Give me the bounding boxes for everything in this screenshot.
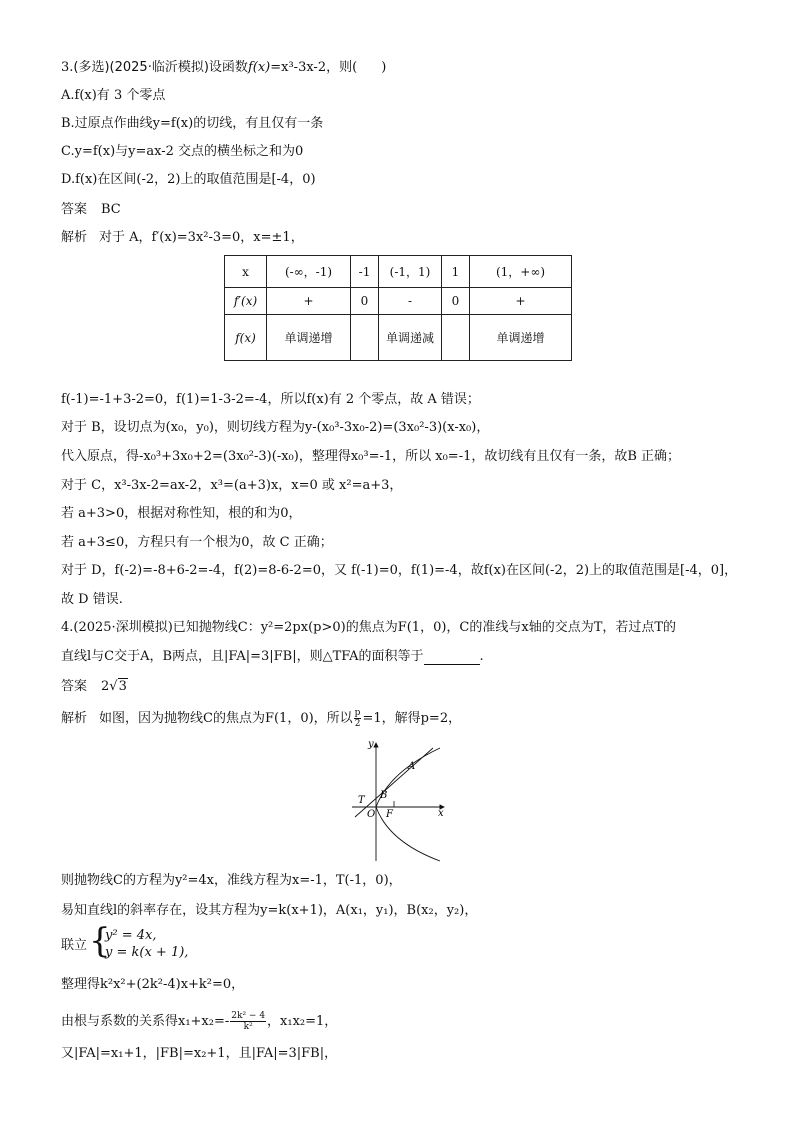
q4-analysis-intro [61, 708, 461, 729]
q4-analysis-text-end: =1，解得p=2， [362, 711, 462, 726]
figure-label-o: O [367, 809, 376, 820]
q3-answer-label: 答案 [61, 202, 88, 217]
q3-answer [61, 202, 121, 218]
q3-line-8: 故 D 错误. [61, 592, 123, 607]
table-cell: f′(x) [225, 288, 267, 315]
q3-line-4: 对于 C，x³-3x-2=ax-2，x³=(a+3)x，x=0 或 x²=a+3， [61, 478, 403, 493]
q3-stem-fx: f(x) [247, 60, 271, 75]
q4-line-6-end: ，x₁x₂=1， [267, 1014, 338, 1029]
q3-stem-end: ) [381, 60, 387, 75]
table-cell: 1 [442, 256, 470, 288]
table-cell: 单调递减 [379, 315, 442, 361]
fraction-numerator: 2k² − 4 [231, 1011, 266, 1021]
table-cell: + [267, 288, 351, 315]
q4-line-3: 则抛物线C的方程为y²=4x，准线方程为x=-1，T(-1，0)， [61, 873, 402, 888]
figure-label-x: x [438, 808, 444, 819]
q3-tag: (多选)(2025·临沂模拟) [73, 60, 209, 75]
table-cell [442, 315, 470, 361]
fraction-sum [230, 1011, 266, 1032]
q4-line-5: 整理得k²x²+(2k²-4)x+k²=0， [61, 977, 245, 992]
q3-answer-value: BC [101, 202, 121, 217]
q4-analysis-text: 如图，因为抛物线C的焦点为F(1，0)，所以 [99, 711, 353, 726]
q3-line-2: 对于 B，设切点为(x₀，y₀)，则切线方程为y-(x₀³-3x₀-2)=(3x₀²-3)(x-x₀)， [61, 420, 490, 435]
q4-answer [61, 679, 128, 695]
parabola-figure [348, 735, 448, 865]
table-cell: 0 [442, 288, 470, 315]
table-row [225, 256, 572, 288]
table-cell: 单调递增 [470, 315, 572, 361]
q4-answer-radicand: 3 [118, 679, 127, 694]
q4-line-4: 易知直线l的斜率存在，设其方程为y=k(x+1)，A(x₁，y₁)，B(x₂，y₂)， [61, 903, 478, 918]
fraction-numerator: p [354, 708, 361, 718]
q4-line-6-text: 由根与系数的关系得x₁+x₂=- [61, 1014, 230, 1029]
monotonicity-table [224, 255, 572, 361]
q4-analysis-label: 解析 [61, 711, 88, 726]
system-eq-2: y = k(x + 1), [105, 945, 189, 960]
q4-stem-text: 直线l与C交于A，B两点，且|FA|=3|FB|，则△TFA的面积等于 [61, 649, 424, 664]
q4-stem-line-1: 4.(2025·深圳模拟)已知抛物线C：y²=2px(p>0)的焦点为F(1，0)，C的准线与x轴的交点为T，若过点T的 [61, 620, 677, 635]
q4-line-7: 又|FA|=x₁+1，|FB|=x₂+1，且|FA|=3|FB|， [61, 1046, 338, 1061]
table-cell: (-1，1) [379, 256, 442, 288]
q3-line-6: 若 a+3≤0，方程只有一个根为0，故 C 正确； [61, 535, 333, 550]
q3-number: 3. [61, 60, 74, 75]
q4-answer-label: 答案 [61, 679, 88, 694]
system-eq-1: y² = 4x, [105, 928, 157, 943]
q3-option-d: D.f(x)在区间(-2，2)上的取值范围是[-4，0) [61, 172, 316, 187]
q3-line-7: 对于 D，f(-2)=-8+6-2=-4，f(2)=8-6-2=0，又 f(-1)=0，f(1)=-4，故f(x)在区间(-2，2)上的取值范围是[-4，0]， [61, 563, 738, 578]
table-cell [351, 315, 379, 361]
table-cell: f(x) [225, 315, 267, 361]
figure-label-b: B [380, 790, 388, 801]
fraction-p-over-2 [354, 708, 362, 729]
answer-blank [424, 652, 480, 665]
figure-label-y: y [368, 739, 374, 750]
q4-line-6 [61, 1011, 337, 1032]
q3-line-3: 代入原点，得-x₀³+3x₀+2=(3x₀²-3)(-x₀)，整理得x₀³=-1，所以 x₀=-1，故切线有且仅有一条，故B 正确； [61, 449, 681, 464]
table-cell: 0 [351, 288, 379, 315]
table-cell: (-∞，-1) [267, 256, 351, 288]
table-cell: 单调递增 [267, 315, 351, 361]
table-cell: (1，+∞) [470, 256, 572, 288]
q3-analysis-intro [61, 230, 304, 246]
q3-analysis-label: 解析 [61, 230, 88, 245]
table-cell: + [470, 288, 572, 315]
figure-label-t: T [358, 795, 365, 806]
q4-stem-end: . [479, 649, 484, 664]
table-cell: -1 [351, 256, 379, 288]
q3-stem-text: 设函数 [208, 60, 248, 75]
q3-line-1: f(-1)=-1+3-2=0，f(1)=1-3-2=-4，所以f(x)有 2 个零点，故 A 错误； [61, 392, 480, 407]
q3-option-a: A.f(x)有 3 个零点 [61, 88, 166, 103]
table-row [225, 315, 572, 361]
table-row [225, 288, 572, 315]
system-brace: { [89, 921, 111, 961]
q3-stem-eq: =x³-3x-2，则( [270, 60, 358, 75]
q4-answer-coef: 2 [101, 679, 110, 694]
table-cell: - [379, 288, 442, 315]
figure-label-f: F [386, 809, 393, 820]
q4-stem-line-2 [61, 649, 484, 665]
q3-option-b: B.过原点作曲线y=f(x)的切线，有且仅有一条 [61, 116, 324, 131]
fraction-denominator: k² [243, 1022, 253, 1032]
q3-line-5: 若 a+3>0，根据对称性知，根的和为0， [61, 506, 302, 521]
q3-stem [61, 60, 386, 76]
fraction-denominator: 2 [354, 719, 361, 729]
q3-option-c: C.y=f(x)与y=ax-2 交点的横坐标之和为0 [61, 144, 304, 159]
table-cell: x [225, 256, 267, 288]
sqrt-sign: √ [109, 679, 118, 694]
q3-analysis-text: 对于 A，f′(x)=3x²-3=0，x=±1， [99, 230, 304, 245]
system-label: 联立 [61, 938, 88, 953]
figure-label-a: A [408, 761, 416, 772]
